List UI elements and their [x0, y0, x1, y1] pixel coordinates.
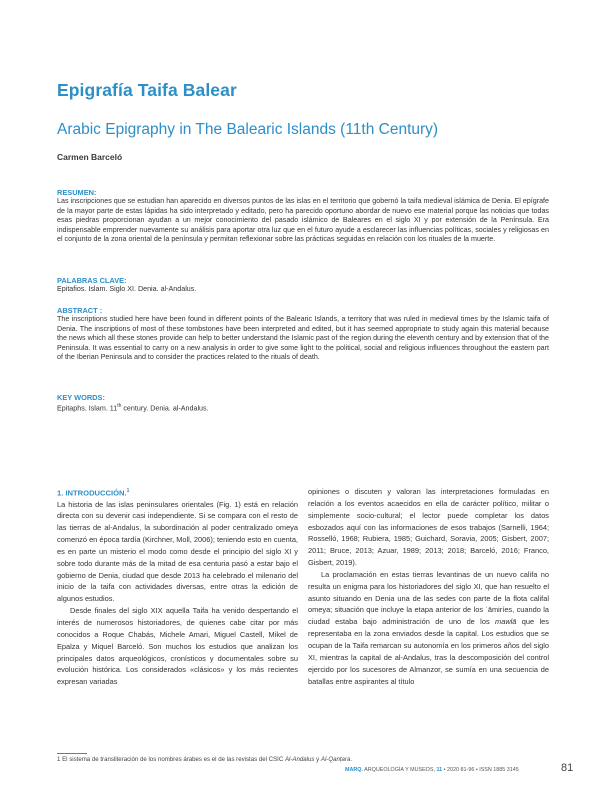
journal-subtitle: ARQUEOLOGÍA Y MUSEOS,: [362, 767, 437, 773]
right-column-body: [308, 486, 549, 687]
paragraph-text: que les representaba en la zona enviados desde la capital. Los estudios que se ocupan de la Taifa remarcan su autonomía en los primeros años del siglo XI, mientras la capital de al-Andalus, tras la descomposición del control ejercido por los sucesores de Almanzor, se sumía en una secuencia de batallas entre aspirantes al título: [308, 617, 549, 686]
journal-abbrev: MARQ.: [345, 767, 363, 773]
palabras-clave-heading: PALABRAS CLAVE:: [57, 276, 127, 285]
article-title-english: Arabic Epigraphy in The Balearic Islands (11th Century): [57, 121, 439, 138]
footnote-ref: 1: [126, 488, 130, 494]
palabras-clave-section: [57, 276, 549, 295]
paragraph: Desde finales del siglo XIX aquella Taifa ha venido despertando el interés de numerosos historiadores, de quienes cabe citar por más conocidos a Roque Chabás, Michele Amari, Miguel Castell, Mikel de Epalza y Miquel Barceló. Son muchos los estudios que analizan los principales datos arqueológicos, cronísticos y documentales sobre su evolución histórica. Los considerados «clásicos» y los más recientes expresan variadas: [57, 606, 298, 687]
journal-name: Al-Qanṭara: [320, 756, 351, 763]
paragraph: opiniones o discuten y valoran las interpretaciones formuladas en relación a los eventos acaecidos en ella de carácter político, militar o simplemente socio-cultural; el lector puede completar los datos esbozados aquí con las informaciones de esos trabajos (Sarnelli, 1964; Rosselló, 1968; Rubiera, 1985; Guichard, Soravia, 2005; Gisbert, 2007; 2011; Bruce, 2013; Azuar, 1989; 2013; 2018; Barceló, 2016; Franco, Gisbert, 2019).: [308, 487, 549, 568]
footnote-text: .: [350, 756, 353, 763]
paragraph-text: La proclamación en estas tierras levantinas de un nuevo califa no resulta un enigma para los historiadores del siglo XI, que han resuelto el asunto situando en Denia una de las sedes con parte de la flota califal omeya; situación que incluye la etapa anterior de los ʿāmiríes, cuando la ciudad estaba bajo administración de uno de los: [308, 569, 549, 627]
keywords-section: [57, 393, 549, 414]
keywords-text: [57, 402, 549, 414]
palabras-clave-text: Epitafios. Islam. Siglo XI. Denia. al-Andalus.: [57, 285, 197, 293]
keywords-superscript: th: [117, 403, 122, 409]
resumen-section: [57, 188, 549, 245]
footnote-number: 1: [57, 756, 61, 763]
footnote-text: y: [314, 756, 321, 763]
resumen-text: Las inscripciones que se estudian han aparecido en diversos puntos de las islas en el territorio que gobernó la taifa medieval islámica de Denia. El epígrafe de la mayor parte de estas lápidas ha sido interpretado y editado, pero ha parecido oportuno abordar de nuevo ese material porque las noticias que todas esas piedras proporcionan ayudan a un mejor conocimiento del pasado islámico de Baleares en el siglo XI y por extensión de la Península. Era indispensable emprender nuevamente su análisis para aportar otra luz que en el futuro ayude a esclarecer las influencias políticas, sociales y religiosas en el conjunto de la zona oriental de la península y permitan reflexionar sobre las prácticas seguidas en relación con los rituales de la muerte.: [57, 197, 549, 243]
keywords-text-start: Epitaphs. Islam. 11: [57, 404, 118, 413]
keywords-text-end: century. Denia. al-Andalus.: [121, 404, 209, 413]
footnote: [57, 756, 352, 763]
article-title-spanish: Epigrafía Taifa Balear: [57, 80, 237, 100]
right-column: [308, 486, 549, 687]
abstract-section: [57, 306, 549, 363]
abstract-heading: ABSTRACT :: [57, 306, 103, 315]
issue-number: 11: [436, 767, 443, 773]
keywords-heading: KEY WORDS:: [57, 393, 105, 402]
paragraph: [308, 569, 549, 687]
page-number: 81: [561, 762, 574, 774]
paragraph: La historia de las islas peninsulares orientales (Fig. 1) está en relación directa con su devenir casi independiente. Si se compara con el resto de las tierras de al-Andalus, la subordinación al poder centralizado omeya comenzó en época tardía (Kirchner, Moll, 2006); teniendo esto en cuenta, es en parte un misterio el modo como desde el principio del siglo XI y sobre todo durante más de la mitad de esa centuria pasó a estar bajo el gobierno de Denia, ciudad que desde 2013 ha celebrado el milenario del inicio de la taifa con actividades diversas, entre otras la edición de algunos estudios.: [57, 499, 298, 604]
footnote-text: El sistema de transliteración de los nombres árabes es el de las revistas del CSIC: [60, 756, 285, 763]
left-column: [57, 486, 298, 688]
resumen-heading: RESUMEN:: [57, 188, 97, 197]
running-footer: [345, 767, 519, 773]
footnote-divider: [57, 753, 87, 754]
left-column-body: [57, 499, 298, 689]
issue-details: • 2020 81-96 • ISSN 1885 3145: [442, 767, 519, 773]
abstract-text: The inscriptions studied here have been found in different points of the Balearic Islands, a territory that was ruled in medieval times by the Islamic taifa of Denia. The inscriptions of most of these tombstones have been interpreted and edited, but it has seemed appropriate to study again this material because the news which all these stones provide can help to better understand the Islamic past of the region during the eleventh century and by extension that of the Peninsula. It was essential to carry on a new analysis in order to give some light to the political, social and religious influences throughout the eastern part of the Iberian Peninsula and to consider the practices related to the rituals of death.: [57, 315, 549, 361]
italic-term: mawlā: [495, 617, 517, 627]
section-heading: [57, 486, 298, 499]
section-heading-text: 1. INTRODUCCIÓN.: [57, 488, 127, 498]
journal-name: Al-Andalus: [284, 756, 315, 763]
author-name: Carmen Barceló: [57, 152, 123, 162]
